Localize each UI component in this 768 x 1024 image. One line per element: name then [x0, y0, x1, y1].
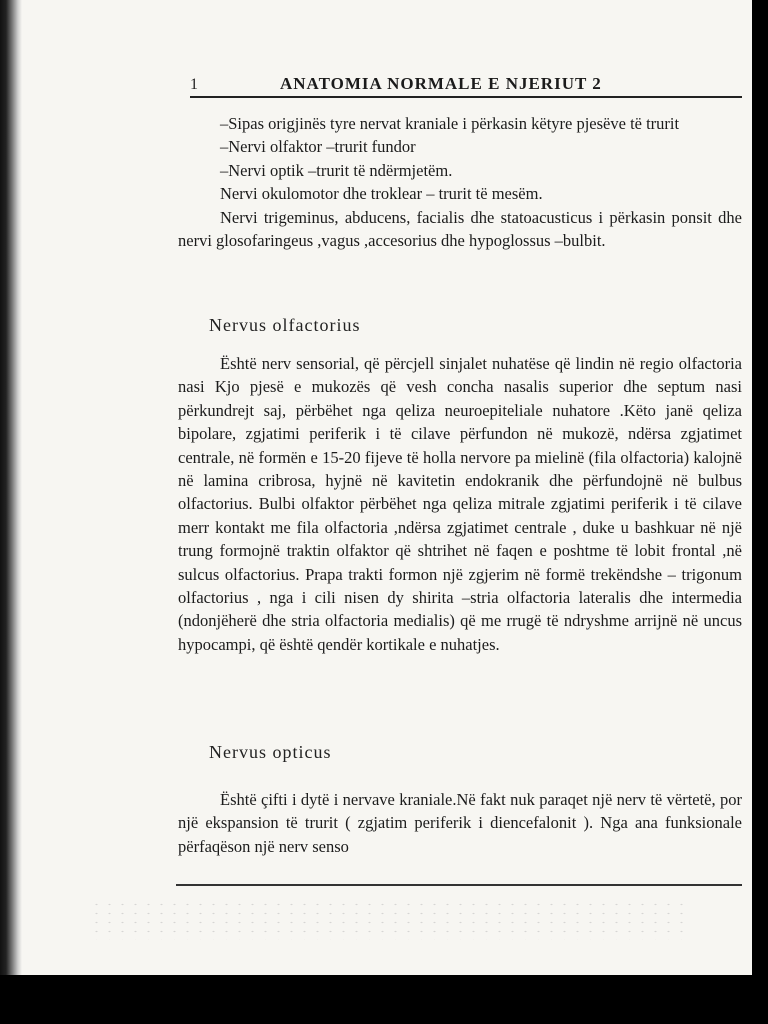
paragraph-olfactorius: Është nerv sensorial, që përcjell sinjalet nuhatëse që lindin në regio olfactoria nasi Kjo pjesë e mukozës që vesh concha nasalis superior dhe septum nasi përkundrejt saj, përbëhet nga qeliza neuroepiteliale nuhatore .Këto janë qeliza bipolare, zgjatimi periferik i të cilave përfundon në mukozë, ndërsa zgjatimet centrale, në formën e 15-20 fijeve të holla nervore pa mielinë (fila olfactoria) kalojnë në lamina cribrosa, hyjnë në kavitetin endokranik dhe përfundojnë në bulbus olfactorius. Bulbi olfaktor përbëhet nga qeliza mitrale zgjatimi periferik i të cilave merr kontakt me fila olfactoria ,ndërsa zgjatimet centrale , duke u bashkuar në një trung formojnë traktin olfaktor që shtrihet në faqen e poshtme të lobit frontal ,në sulcus olfactorius. Prapa trakti formon një zgjerim në formë trekëndshe – trigonum olfactorius , nga i cili nisen dy shirita –stria olfactoria lateralis dhe intermedia (ndonjëherë dhe stria olfactoria medialis) që me rrugë të ndryshme arrijnë në uncus hypocampi, që është qendër kortikale e nuhatjes. — [178, 354, 742, 654]
intro-line-4: Nervi okulomotor dhe troklear – trurit të mesëm. — [220, 184, 543, 204]
section-heading-olfactorius: Nervus olfactorius — [209, 315, 361, 335]
scan-border-bottom — [0, 975, 768, 1024]
intro-line-1: –Sipas origjinës tyre nervat kraniale i përkasin këtyre pjesëve të trurit — [220, 114, 680, 133]
running-title: ANATOMIA NORMALE E NJERIUT 2 — [280, 74, 602, 93]
paragraph-opticus: Është çifti i dytë i nervave kraniale.Në fakt nuk paraqet një nerv të vërtetë, por një ekspansion të trurit ( zgjatim periferik i diencefalonit ). Nga ana funksionale përfaqëson një nerv senso — [178, 790, 742, 856]
scan-border-right — [752, 0, 768, 1024]
running-header — [190, 74, 742, 98]
intro-block — [178, 112, 742, 252]
section-body-opticus — [178, 788, 742, 858]
intro-line-2: –Nervi olfaktor –trurit fundor — [220, 137, 416, 157]
section-heading-opticus: Nervus opticus — [209, 742, 332, 762]
intro-line-5: Nervi trigeminus, abducens, facialis dhe statoacusticus i përkasin ponsit dhe nervi glosofaringeus ,vagus ,accesorius dhe hypoglossus –bulbit. — [178, 207, 742, 251]
intro-line-3: –Nervi optik –trurit të ndërmjetëm. — [220, 160, 453, 180]
scan-noise — [90, 900, 690, 940]
page-number: 1 — [190, 76, 198, 93]
footer-rule — [176, 884, 742, 886]
page-binding-shadow — [0, 0, 22, 975]
section-body-olfactorius — [178, 352, 742, 656]
